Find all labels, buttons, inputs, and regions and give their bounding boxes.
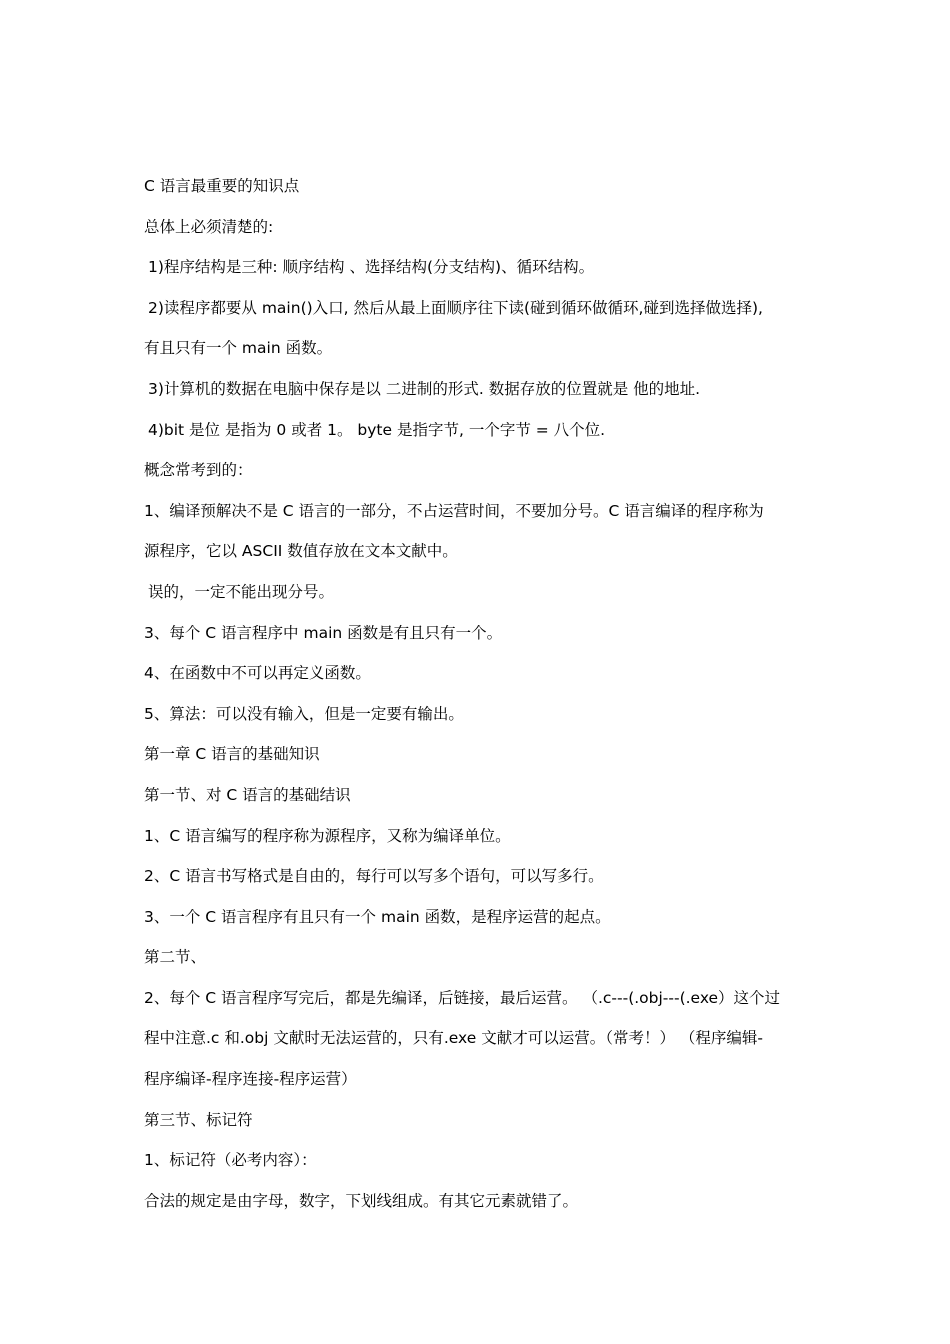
section-heading: 第三节、标记符 — [144, 1110, 253, 1129]
section-heading: 第二节、 — [144, 948, 207, 967]
paragraph-line: 1)程序结构是三种: 顺序结构 、选择结构(分支结构)、循环结构。 — [148, 258, 595, 277]
document-body — [144, 166, 824, 1221]
paragraph-line: 1、标记符（必考内容）： — [144, 1151, 317, 1170]
paragraph-line: 5、算法：可以没有输入，但是一定要有输出。 — [144, 704, 464, 723]
chapter-heading: 第一章 C 语言的基础知识 — [144, 745, 320, 764]
paragraph-line: 程中注意.c 和.obj 文献时无法运营的，只有.exe 文献才可以运营。（常考！） （程序编辑- — [144, 1029, 763, 1048]
paragraph-line: 3、每个 C 语言程序中 main 函数是有且只有一个。 — [144, 623, 503, 642]
section-heading: 总体上必须清楚的: — [144, 217, 274, 236]
section-heading: 第一节、对 C 语言的基础结识 — [144, 785, 351, 804]
paragraph-line: 误的，一定不能出现分号。 — [148, 582, 335, 601]
paragraph-line: 4、在函数中不可以再定义函数。 — [144, 664, 371, 683]
paragraph-line: 2、每个 C 语言程序写完后，都是先编译，后链接，最后运营。 （.c---(.obj---(.exe）这个过 — [144, 988, 781, 1007]
paragraph-line: 4)bit 是位 是指为 0 或者 1。 byte 是指字节, 一个字节 = 八个位. — [148, 420, 606, 439]
paragraph-line: 有且只有一个 main 函数。 — [144, 339, 333, 358]
paragraph-line: 1、C 语言编写的程序称为源程序，又称为编译单位。 — [144, 826, 511, 845]
paragraph-line: 1、编译预解决不是 C 语言的一部分，不占运营时间，不要加分号。C 语言编译的程序称为 — [144, 501, 764, 520]
section-heading: 概念常考到的： — [144, 461, 253, 480]
paragraph-line: 3、一个 C 语言程序有且只有一个 main 函数，是程序运营的起点。 — [144, 907, 611, 926]
paragraph-line: 3)计算机的数据在电脑中保存是以 二进制的形式. 数据存放的位置就是 他的地址. — [148, 379, 701, 398]
paragraph-line: 合法的规定是由字母，数字，下划线组成。有其它元素就错了。 — [144, 1191, 579, 1210]
paragraph-line: 程序编译-程序连接-程序运营） — [144, 1070, 357, 1089]
document-title: C 语言最重要的知识点 — [144, 177, 300, 195]
paragraph-line: 2、C 语言书写格式是自由的，每行可以写多个语句，可以写多行。 — [144, 867, 604, 886]
paragraph-line: 2)读程序都要从 main()入口, 然后从最上面顺序往下读(碰到循环做循环,碰到选择做选择), — [148, 298, 763, 317]
paragraph-line: 源程序，它以 ASCII 数值存放在文本文献中。 — [144, 542, 458, 561]
